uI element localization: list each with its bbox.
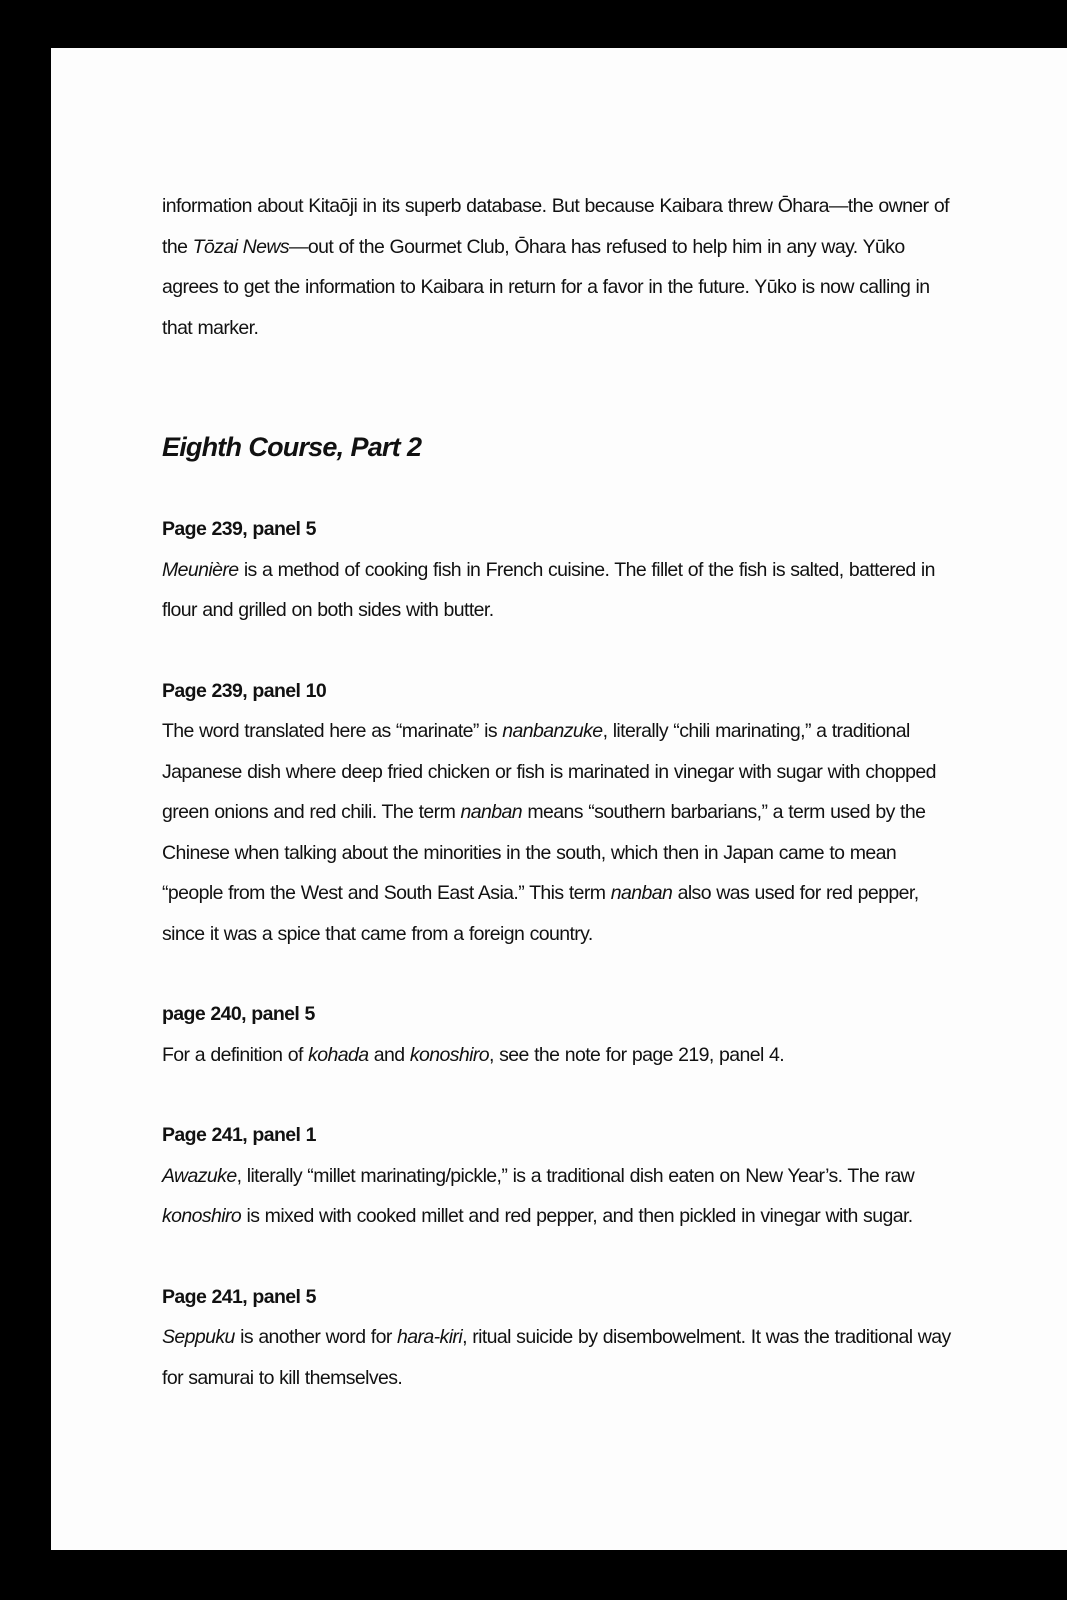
note-body — [162, 1317, 962, 1398]
note-body — [162, 1156, 962, 1237]
page-content — [162, 186, 962, 1398]
italic-run: nanbanzuke — [502, 720, 603, 742]
text-run: —out of the Gourmet Club, Ōhara has refused to help him in any way. Yūko agrees to get the information to Kaibara in return for a favor in the future. Yūko is now calling in that marker. — [162, 235, 930, 339]
text-run: , ritual suicide by disembowelment. It was the traditional way for samurai to kill themselves. — [162, 1326, 951, 1389]
text-run: The word translated here as “marinate” is — [162, 720, 503, 742]
italic-run: konoshiro — [162, 1205, 242, 1227]
text-run: and — [368, 1043, 410, 1066]
text-run: , see the note for page 219, panel 4. — [489, 1043, 785, 1066]
text-run: means “southern barbarians,” a term used by the Chinese when talking about the minorities in the south, which then in Japan came to mean “people from the West and South East Asia.” This term — [162, 801, 926, 904]
note-title: Page 241, panel 1 — [162, 1124, 316, 1146]
italic-run: nanban — [610, 882, 673, 904]
note-title: page 240, panel 5 — [162, 1003, 315, 1025]
italic-run: Meunière — [162, 558, 239, 581]
note-body — [162, 1035, 962, 1076]
italic-run: Awazuke — [162, 1164, 237, 1187]
text-run: also was used for red pepper, since it was a spice that came from a foreign country. — [162, 882, 919, 945]
section-heading: Eighth Course, Part 2 — [162, 432, 422, 462]
note-title: Page 239, panel 10 — [162, 679, 327, 702]
text-run: is a method of cooking fish in French cuisine. The fillet of the fish is salted, battered in flour and grilled on both sides with butter. — [162, 558, 935, 621]
note-body — [162, 550, 962, 631]
italic-run: hara-kiri — [397, 1326, 463, 1348]
text-run: , literally “chili marinating,” a traditional Japanese dish where deep fried chicken or fish is marinated in vinegar with sugar with chopped green onions and red chili. The term — [162, 720, 936, 823]
note-body — [162, 711, 962, 954]
italic-run: nanban — [460, 801, 523, 823]
text-run: information about Kitaōji in its superb database. But because Kaibara threw Ōhara—the owner of the — [162, 195, 949, 258]
italic-run: Tōzai News — [192, 235, 290, 258]
italic-run: kohada — [308, 1043, 369, 1066]
text-run: is mixed with cooked millet and red pepper, and then pickled in vinegar with sugar. — [241, 1205, 913, 1227]
text-run: is another word for — [234, 1326, 398, 1348]
note-title: Page 239, panel 5 — [162, 518, 316, 540]
note-title: Page 241, panel 5 — [162, 1285, 316, 1308]
italic-run: konoshiro — [409, 1043, 489, 1066]
intro-paragraph — [162, 186, 962, 348]
book-page — [51, 48, 1067, 1550]
italic-run: Seppuku — [162, 1326, 235, 1348]
text-run: For a definition of — [162, 1043, 309, 1066]
text-run: , literally “millet marinating/pickle,” is a traditional dish eaten on New Year’s. The raw — [236, 1164, 915, 1187]
